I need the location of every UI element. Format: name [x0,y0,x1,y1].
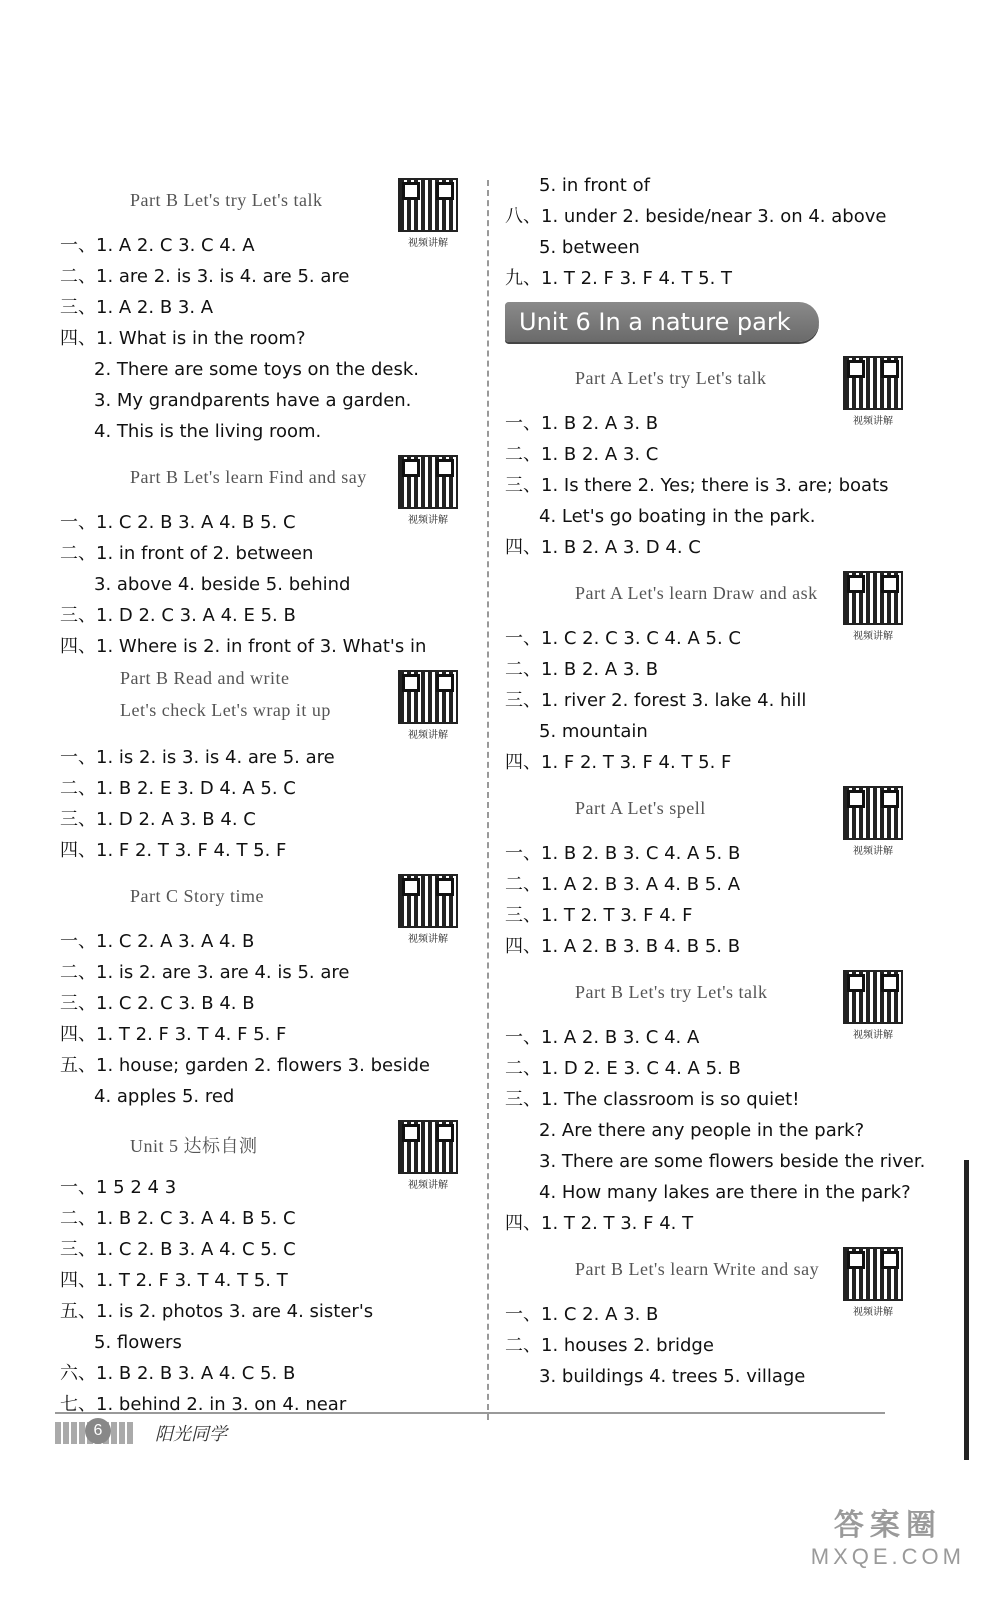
answer-line: 一、1. C 2. A 3. B [505,1304,659,1325]
answer-line: 一、1. B 2. B 3. C 4. A 5. B [505,843,741,864]
section-heading [130,1132,258,1158]
qr-code-icon [398,178,458,232]
answer-line: 4. apples 5. red [94,1086,235,1107]
right-sections [505,348,925,1392]
qr-code[interactable] [398,670,458,741]
section-heading-row [60,662,480,742]
answer-section [505,563,925,778]
qr-code-icon [398,1120,458,1174]
section-heading [120,662,331,726]
left-column [60,170,480,1420]
qr-label: 视频讲解 [408,730,448,741]
answer-line: 一、1. C 2. C 3. C 4. A 5. C [505,628,741,649]
answer-line: 四、1. T 2. F 3. T 4. T 5. T [60,1270,288,1291]
answer-line: 五、1. is 2. photos 3. are 4. sister's [60,1301,374,1322]
answer-line: 5. between [539,237,640,258]
section-heading [130,467,367,488]
qr-label: 视频讲解 [408,238,448,249]
answer-line: 二、1. D 2. E 3. C 4. A 5. B [505,1058,741,1079]
answer-line: 三、1. The classroom is so quiet! [505,1089,800,1110]
qr-code[interactable] [398,455,458,526]
right-top-lines [505,170,925,294]
answer-line: 三、1. Is there 2. Yes; there is 3. are; boats [505,475,889,496]
answer-line: 三、1. A 2. B 3. A [60,297,214,318]
answer-line: 四、1. B 2. A 3. D 4. C [505,537,701,558]
answer-line: 四、1. Where is 2. in front of 3. What's in [60,636,427,657]
answer-section [505,348,925,563]
qr-code-icon [843,970,903,1024]
answer-line: 3. buildings 4. trees 5. village [539,1366,806,1387]
answer-line: 三、1. D 2. A 3. B 4. C [60,809,256,830]
answer-line: 三、1. D 2. C 3. A 4. E 5. B [60,605,296,626]
answer-line: 2. Are there any people in the park? [539,1120,865,1141]
section-heading [575,798,706,819]
section-heading [575,982,767,1003]
qr-code[interactable] [843,571,903,642]
section-heading-text: Part B Let's learn Write and say [575,1259,820,1279]
qr-code[interactable] [843,1247,903,1318]
answer-line: 一、1. A 2. C 3. C 4. A [60,235,255,256]
answer-section [60,1112,480,1420]
answer-line: 七、1. behind 2. in 3. on 4. near [60,1394,347,1415]
answer-line: 一、1. C 2. A 3. A 4. B [60,931,255,952]
answer-line: 5. flowers [94,1332,182,1353]
answer-line: 一、1. A 2. B 3. C 4. A [505,1027,700,1048]
answer-line: 2. There are some toys on the desk. [94,359,419,380]
qr-code[interactable] [398,874,458,945]
answer-section [60,866,480,1112]
answer-line: 5. mountain [539,721,648,742]
page-number: 6 [85,1418,111,1444]
brand-logo: 阳光同学 [155,1424,227,1444]
answer-section [60,662,480,866]
answer-line: 四、1. What is in the room? [60,328,306,349]
qr-code-icon [843,786,903,840]
side-bar [964,1160,969,1460]
answer-line: 三、1. river 2. forest 3. lake 4. hill [505,690,807,711]
answer-line: 二、1. are 2. is 3. is 4. are 5. are [60,266,350,287]
qr-code[interactable] [843,356,903,427]
answer-line: 三、1. C 2. C 3. B 4. B [60,993,255,1014]
answer-line: 五、1. house; garden 2. flowers 3. beside [60,1055,430,1076]
column-divider [487,180,489,1420]
section-heading [575,1259,819,1280]
qr-label: 视频讲解 [853,1307,893,1318]
answer-line: 六、1. B 2. B 3. A 4. C 5. B [60,1363,296,1384]
section-heading [130,190,322,211]
qr-code-icon [398,670,458,724]
section-heading-text: Part A Let's learn Draw and ask [575,583,818,603]
qr-code[interactable] [843,970,903,1041]
qr-code-icon [843,571,903,625]
answer-line: 3. above 4. beside 5. behind [94,574,351,595]
answer-section [60,170,480,447]
qr-code-icon [843,356,903,410]
answer-line: 二、1. houses 2. bridge [505,1335,714,1356]
section-heading-text: Part B Let's try Let's talk [575,982,768,1002]
answer-line: 3. There are some flowers beside the river. [539,1151,926,1172]
qr-code[interactable] [398,1120,458,1191]
watermark-logo [811,1500,965,1570]
answer-line: 一、1. C 2. B 3. A 4. B 5. C [60,512,296,533]
answer-line: 4. Let's go boating in the park. [539,506,816,527]
section-heading-text: Part B Let's learn Find and say [130,467,367,487]
qr-label: 视频讲解 [853,416,893,427]
answer-line: 四、1. T 2. F 3. T 4. F 5. F [60,1024,287,1045]
answer-line: 二、1. B 2. A 3. C [505,444,659,465]
watermark-title: 答案圈 [833,1509,942,1542]
answer-line: 4. How many lakes are there in the park? [539,1182,911,1203]
qr-label: 视频讲解 [408,515,448,526]
qr-label: 视频讲解 [408,934,448,945]
qr-label: 视频讲解 [853,1030,893,1041]
answer-line: 二、1. A 2. B 3. A 4. B 5. A [505,874,741,895]
section-heading-text: Part C Story time [130,886,264,906]
answer-line: 4. This is the living room. [94,421,322,442]
section-heading-text: Part B Read and write [120,668,290,688]
answer-line: 九、1. T 2. F 3. F 4. T 5. T [505,268,733,289]
answer-line: 二、1. B 2. E 3. D 4. A 5. C [60,778,296,799]
qr-code[interactable] [398,178,458,249]
answer-line: 一、1 5 2 4 3 [60,1177,177,1198]
section-heading [575,583,818,604]
answer-line: 四、1. F 2. T 3. F 4. T 5. F [505,752,732,773]
section-heading-text: Unit 5 达标自测 [130,1136,258,1156]
qr-label: 视频讲解 [853,846,893,857]
answer-line: 一、1. B 2. A 3. B [505,413,659,434]
unit-banner: Unit 6 In a nature park [505,302,819,342]
qr-code-icon [398,455,458,509]
answer-line: 三、1. C 2. B 3. A 4. C 5. C [60,1239,296,1260]
answer-line: 二、1. B 2. C 3. A 4. B 5. C [60,1208,296,1229]
right-column [505,170,925,1392]
qr-code-icon [398,874,458,928]
answer-line: 5. in front of [539,175,650,196]
answer-line: 四、1. A 2. B 3. B 4. B 5. B [505,936,741,957]
section-heading-text: Part A Let's try Let's talk [575,368,767,388]
answer-section [505,778,925,962]
watermark-url: MXQE.COM [810,1544,965,1569]
answer-line: 三、1. T 2. T 3. F 4. F [505,905,693,926]
answer-line: 二、1. is 2. are 3. are 4. is 5. are [60,962,350,983]
section-heading-text: Part B Let's try Let's talk [130,190,323,210]
answer-line: 八、1. under 2. beside/near 3. on 4. above [505,206,887,227]
answer-line: 3. My grandparents have a garden. [94,390,412,411]
section-subheading-text: Let's check Let's wrap it up [120,700,331,720]
section-heading [130,886,264,907]
qr-label: 视频讲解 [853,631,893,642]
answer-line: 一、1. is 2. is 3. is 4. are 5. are [60,747,335,768]
qr-code[interactable] [843,786,903,857]
answer-section [60,447,480,662]
answer-section [505,962,925,1239]
answer-line: 四、1. F 2. T 3. F 4. T 5. F [60,840,287,861]
answer-line: 二、1. in front of 2. between [60,543,314,564]
qr-code-icon [843,1247,903,1301]
qr-label: 视频讲解 [408,1180,448,1191]
section-heading-text: Part A Let's spell [575,798,706,818]
answer-section [505,1239,925,1392]
page-footer [55,1412,885,1450]
answer-line: 二、1. B 2. A 3. B [505,659,659,680]
answer-line: 四、1. T 2. T 3. F 4. T [505,1213,694,1234]
section-heading [575,368,766,389]
